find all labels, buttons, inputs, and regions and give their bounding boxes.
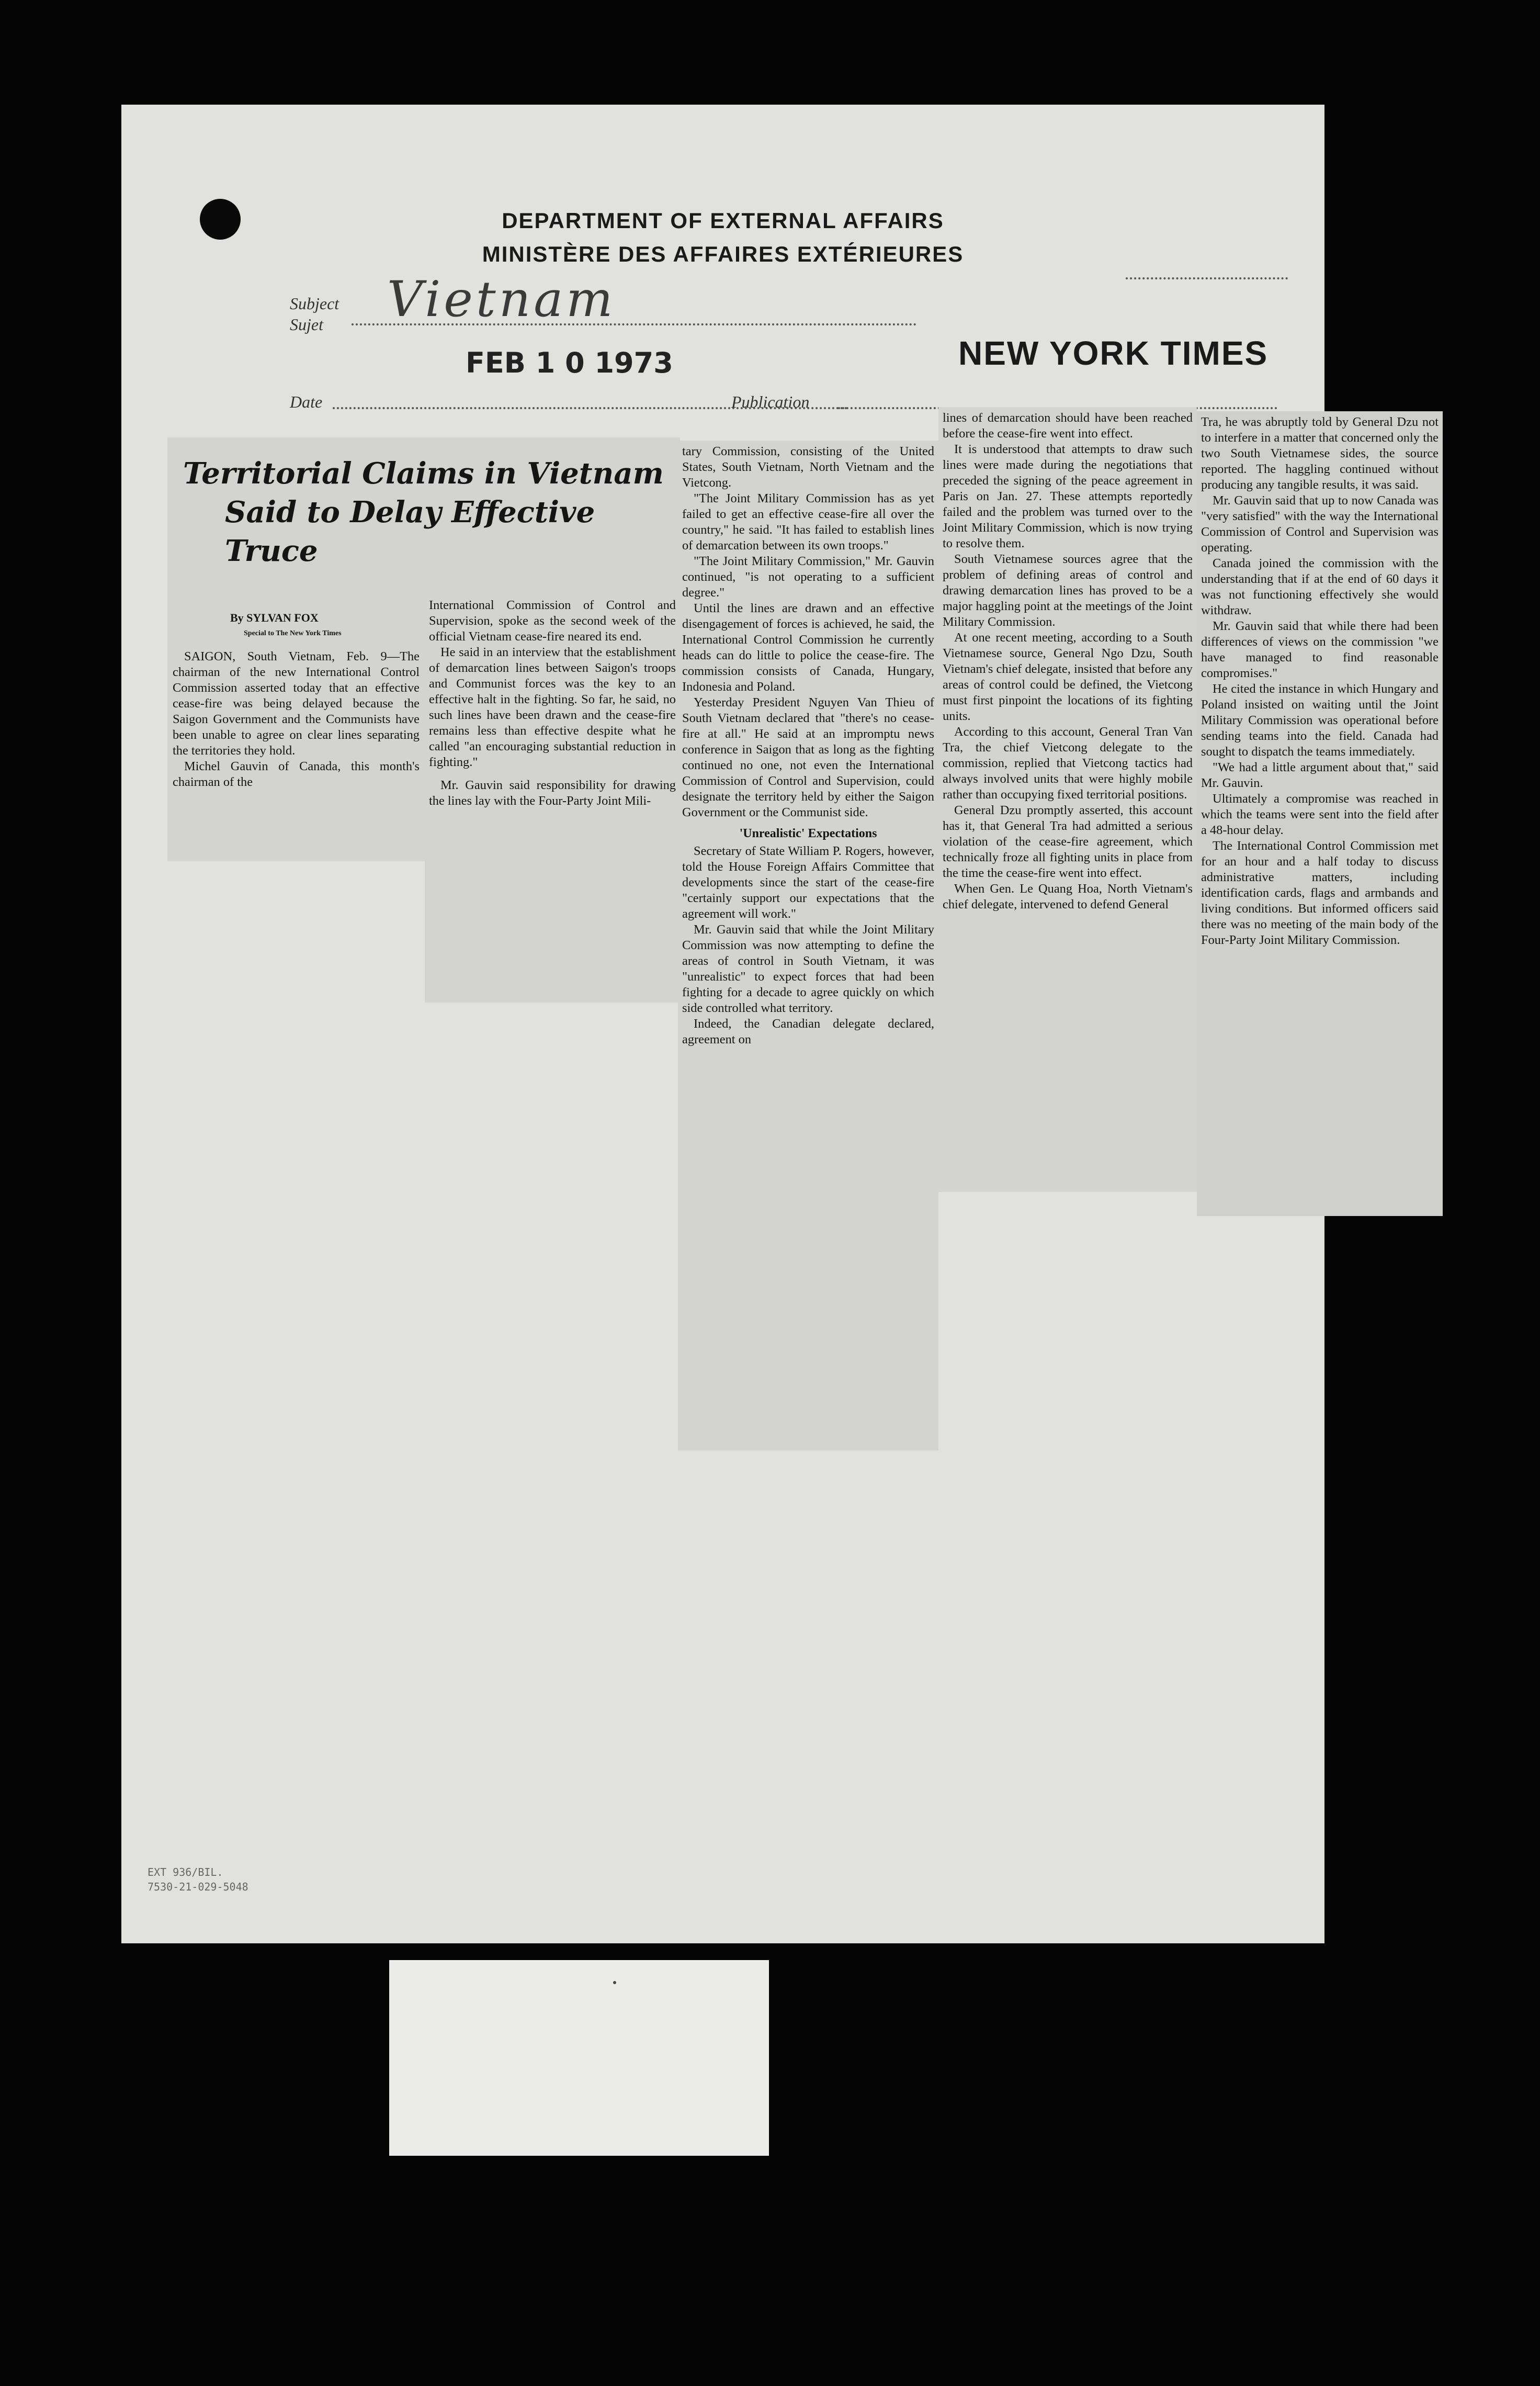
dept-name-en: DEPARTMENT OF EXTERNAL AFFAIRS [502,208,944,233]
form-code [148,1865,248,1894]
blank-slip [389,1960,769,2156]
paragraph: Until the lines are drawn and an effective disengagement of forces is achieved, he said, the International Control Commission he currently heads can do little to police the cease-fire. The commission consists of Canada, Hungary, Indonesia and Poland. [682,601,934,694]
paragraph: Tra, he was abruptly told by General Dzu not to interfere in a matter that concerned only the two South Vietnamese sides, the source reported. The haggling continued without producing any tangible results, it was said. [1201,415,1439,492]
paragraph: Mr. Gauvin said that while there had been differences of views on the commission "we have managed to find reasonable compromises." [1201,619,1439,680]
special-note: Special to The New York Times [244,629,342,637]
subhead: 'Unrealistic' Expectations [739,827,877,840]
paragraph: "The Joint Military Commission," Mr. Gauvin continued, "is not operating to a sufficient degree." [682,554,934,600]
paragraph: Mr. Gauvin said that up to now Canada was "very satisfied" with the way the International Commission of Control and Supervision was operating. [1201,493,1439,555]
paragraph: South Vietnamese sources agree that the problem of defining areas of control and drawing demarcation lines has proved to be a major haggling point at the meetings of the Joint Military Commission. [943,552,1193,629]
publication-label: Publication [731,392,810,411]
clipping-col4 [938,407,1197,1192]
clipping-col3 [678,441,938,1450]
paragraph: According to this account, General Tran Van Tra, the chief Vietcong delegate to the commission, replied that Vietcong tactics had always involved units that were highly mobile rather than occupying fixed territorial positions. [943,725,1193,802]
clipping-col5 [1197,411,1443,1216]
headline [167,437,680,570]
sujet-label: Sujet [290,315,323,334]
clipping-headline [167,437,680,610]
paragraph: lines of demarcation should have been reached before the cease-fire went into effect. [943,411,1193,441]
paragraph: Ultimately a compromise was reached in which the teams were sent into the field after a 48-hour delay. [1201,792,1439,837]
date-stamp: FEB 1 0 1973 [466,346,673,379]
letterhead [121,204,1324,271]
paragraph: tary Commission, consisting of the United States, South Vietnam, North Vietnam and the Vietcong. [682,444,934,490]
paragraph: Mr. Gauvin said that while the Joint Military Commission was now attempting to define the areas of control in South Vietnam, it was "unrealistic" to expect forces that had been fighting for a decade to agree quickly on which side controlled what territory. [682,922,934,1015]
paragraph: He cited the instance in which Hungary and Poland insisted on waiting until the Joint Military Commission was operational before sending teams into the field. Canada had sought to dispatch the teams immediately. [1201,682,1439,759]
dept-name-fr: MINISTÈRE DES AFFAIRES EXTÉRIEURES [482,242,964,266]
paragraph: Canada joined the commission with the understanding that if at the end of 60 days it was not functioning effectively she would withdraw. [1201,556,1439,617]
paragraph: Secretary of State William P. Rogers, however, told the House Foreign Affairs Committee that developments since the start of the cease-fire "certainly support our expectations that the agreement will work." [682,844,934,921]
clipping-col2 [425,598,680,1003]
paragraph: "The Joint Military Commission has as yet failed to get an effective cease-fire all over the country," he said. "It has failed to establish lines of demarcation between its own troops." [682,491,934,553]
paragraph: Mr. Gauvin said responsibility for drawing the lines lay with the Four-Party Joint Mili- [429,778,676,808]
top-right-line [1126,277,1288,279]
form-code-1: EXT 936/BIL. [148,1866,223,1878]
publication-name: NEW YORK TIMES [958,334,1269,372]
headline-line-1: Territorial Claims in Vietnam [183,456,664,491]
paragraph: The International Control Commission met for an hour and a half today to discuss administrative matters, including identification cards, flags and armbands and living conditions. But informed officers said there was no meeting of the main body of the Four-Party Joint Military Commission. [1201,839,1439,947]
paragraph: When Gen. Le Quang Hoa, North Vietnam's chief delegate, intervened to defend General [943,882,1193,911]
paragraph: Michel Gauvin of Canada, this month's chairman of the [173,759,420,789]
paragraph: It is understood that attempts to draw such lines were made during the negotiations that preceded the signing of the peace agreement in Paris on Jan. 27. These attempts reportedly failed and the problem was turned over to the Joint Military Commission, which is now trying to resolve them. [943,442,1193,550]
paragraph: Yesterday President Nguyen Van Thieu of South Vietnam declared that "there's no cease-fire at all." He said at an impromptu news conference in Saigon that as long as the fighting continued no one, not even the International Commission of Control and Supervision, could designate the territory held by either the Saigon Government or the Communist side. [682,695,934,819]
clipping-col1 [167,610,425,861]
paragraph: At one recent meeting, according to a South Vietnamese source, General Ngo Dzu, South Vietnam's chief delegate, insisted that before any areas of control could be defined, the Vietcong must first pinpoint the locations of its fighting units. [943,631,1193,723]
paragraph: He said in an interview that the establishment of demarcation lines between Saigon's troops and Communist forces was the key to an effective halt in the fighting. So far, he said, no such lines have been drawn and the cease-fire remains less than effective despite what he called "an encouraging substantial reduction in fighting." [429,645,676,769]
form-code-2: 7530-21-029-5048 [148,1881,248,1893]
paragraph: International Commission of Control and Supervision, spoke as the second week of the official Vietnam cease-fire neared its end. [429,598,676,644]
paragraph: Indeed, the Canadian delegate declared, agreement on [682,1017,934,1046]
slip-mark [613,1981,616,1984]
date-label: Date [290,392,323,411]
paragraph: "We had a little argument about that," said Mr. Gauvin. [1201,760,1439,790]
headline-line-2: Said to Delay Effective Truce [225,495,595,568]
subject-label: Subject [290,294,339,313]
paragraph: SAIGON, South Vietnam, Feb. 9—The chairman of the new International Control Commission asserted today that an effective cease-fire was being delayed because the Saigon Government and the Communists have been unable to agree on clear lines separating the territories they hold. [173,649,420,758]
subject-handwritten: Vietnam [387,271,616,328]
byline: By SYLVAN FOX [230,611,319,624]
paragraph: General Dzu promptly asserted, this account has it, that General Tra had admitted a serious violation of the cease-fire agreement, which technically froze all fighting units in place from the time the cease-fire went into effect. [943,803,1193,880]
